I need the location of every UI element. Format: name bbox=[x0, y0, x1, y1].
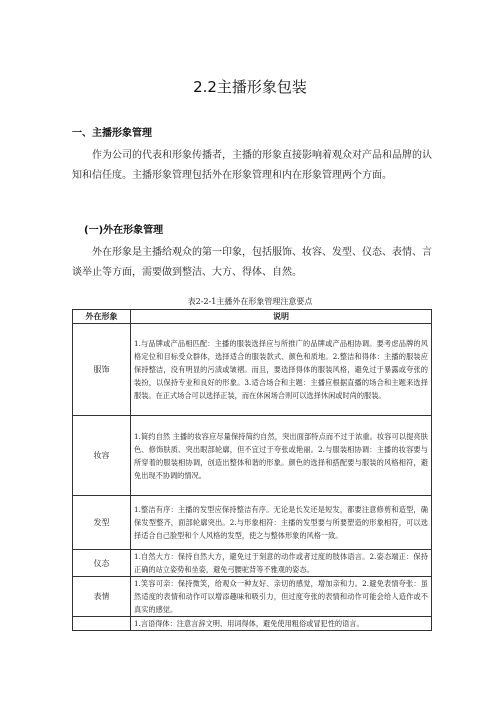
table-cell-description: 1.自然大方：保持自然大方，避免过于刻意的动作或者过度的肢体语言。2.姿态端正：保持正确的站立姿势和坐姿，避免弓腰驼背等不雅观的姿态。 bbox=[131, 550, 432, 577]
table-row bbox=[73, 324, 432, 416]
table-cell-description: 1.与品牌或产品相匹配：主播的服装选择应与所推广的品牌或产品相协调。要考虑品牌的风格定位和目标受众群体，选择适合的服装款式、颜色和质地。2.整洁和得体：主播的服装应保持整洁，没有明显的污渍或皱褶。而且，要选择得体的服装风格，避免过于暴露或夸张的装扮，以保持专业和良好的形象。3.适合场合和主题：主播应根据直播的场合和主题来选择服装。在正式场合可以选择正装，而在休闲场合则可以选择休闲或时尚的服装。 bbox=[131, 324, 432, 416]
table-cell-category: 表情 bbox=[73, 577, 131, 617]
section-paragraph-image-management: 作为公司的代表和形象传播者，主播的形象直接影响着观众对产品和品牌的认知和信任度。主播形象管理包括外在形象管理和内在形象管理两个方面。 bbox=[72, 150, 432, 181]
section-heading-image-management: 一、主播形象管理 bbox=[72, 128, 152, 139]
table-row bbox=[73, 577, 432, 617]
subsection-heading-external-image: (一)外在形象管理 bbox=[84, 225, 164, 236]
table-cell-description: 1.笑容可亲：保持微笑，给观众一种友好、亲切的感觉，增加亲和力。2.避免表情夸张：虽然适度的表情和动作可以增添趣味和吸引力，但过度夸张的表情和动作可能会给人造作或不真实的感觉。 bbox=[131, 577, 432, 617]
table-row bbox=[73, 496, 432, 550]
table-cell-category bbox=[73, 617, 131, 631]
external-image-table bbox=[72, 309, 432, 631]
table-cell-description: 1.简约自然 主播的妆容应尽量保持简约自然，突出面部特点而不过于浓重。妆容可以提亮肤色、修饰肤质、突出眼部轮廓，但不宜过于夸张或艳丽。2.与服装相协调：主播的妆容要与所穿着的服装相协调，创造出整体和谐的形象。颜色的选择和搭配要与服装的风格相符，避免出现不协调的情况。 bbox=[131, 416, 432, 496]
table-cell-category: 服饰 bbox=[73, 324, 131, 416]
table-header-cell: 说明 bbox=[131, 310, 432, 324]
table-cell-category: 仪态 bbox=[73, 550, 131, 577]
table-cell-description: 1.整洁有序：主播的发型应保持整洁有序。无论是长发还是短发，都要注意修剪和造型，确保发型整齐，面部轮廓突出。2.与形象相符：主播的发型要与所要塑造的形象相符，可以选择适合自己脸型和个人风格的发型，使之与整体形象的风格一致。 bbox=[131, 496, 432, 550]
table-header-cell: 外在形象 bbox=[73, 310, 131, 324]
table-cell-description: 1.言语得体：注意言辞文明、用词得体，避免使用粗俗或冒犯性的语言。 bbox=[131, 617, 432, 631]
table-row bbox=[73, 416, 432, 496]
table-row bbox=[73, 617, 432, 631]
table-caption: 表2-2-1主播外在形象管理注意要点 bbox=[187, 297, 313, 306]
table-header-row bbox=[73, 310, 432, 324]
page-title: 2.2主播形象包装 bbox=[193, 78, 307, 96]
table-cell-category: 发型 bbox=[73, 496, 131, 550]
subsection-paragraph-external-image: 外在形象是主播给观众的第一印象，包括服饰、妆容、发型、仪态、表情、言谈举止等方面，需要做到整洁、大方、得体、自然。 bbox=[72, 247, 432, 278]
table-row bbox=[73, 550, 432, 577]
table-cell-category: 妆容 bbox=[73, 416, 131, 496]
